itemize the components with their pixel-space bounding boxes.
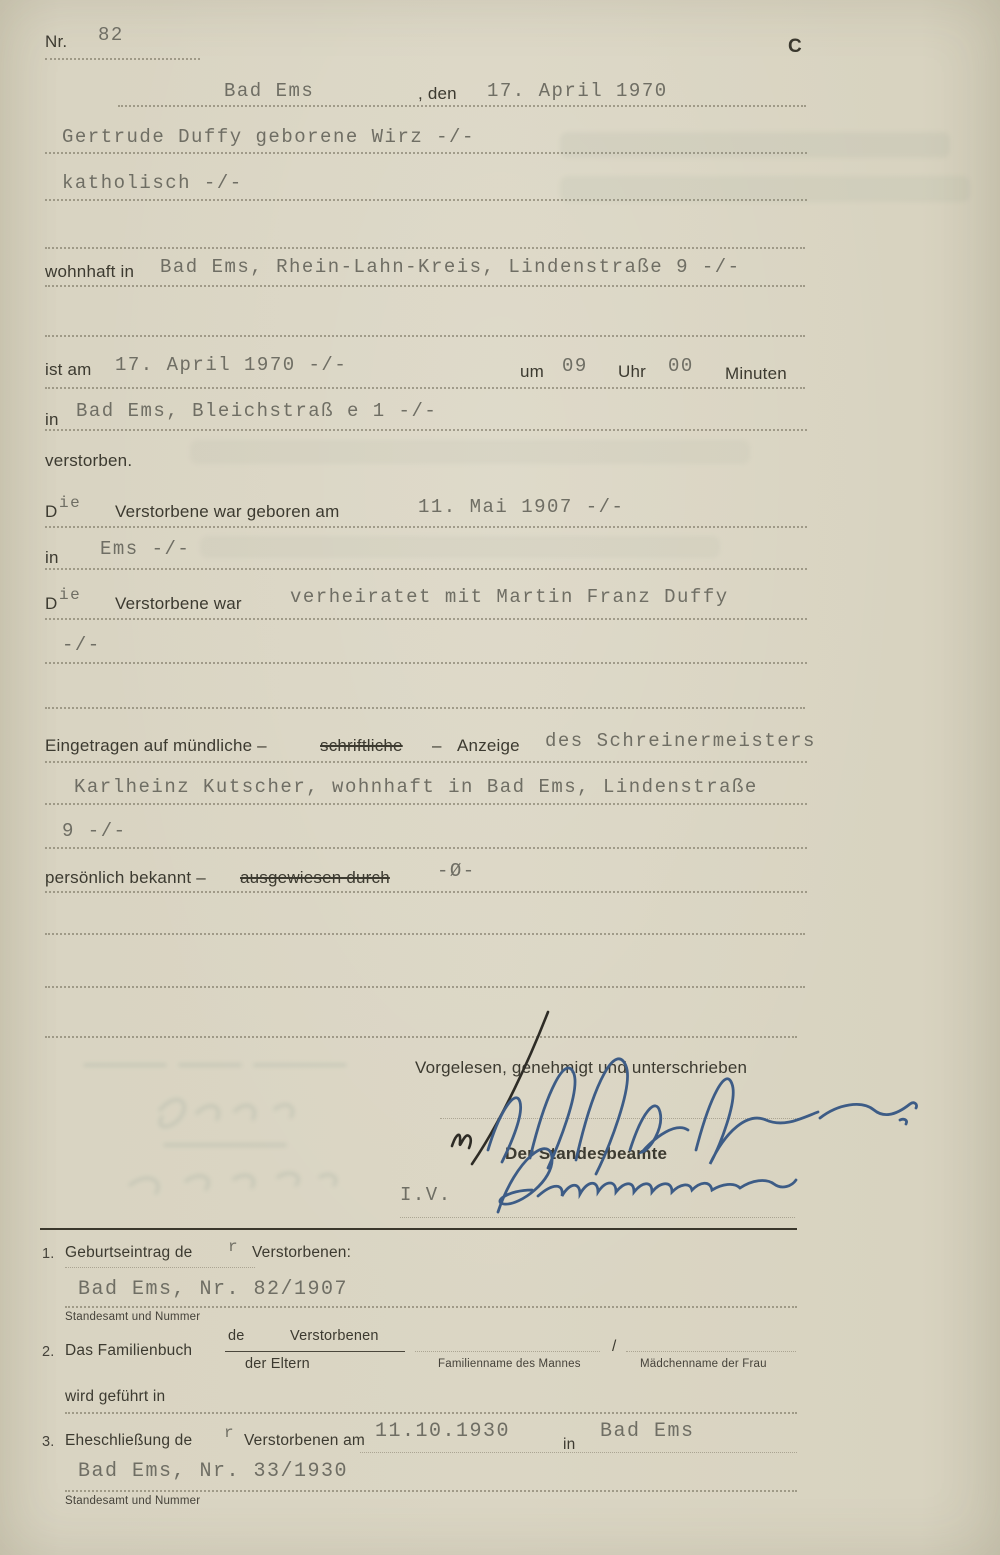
resident-label: wohnhaft in — [45, 262, 135, 281]
dotted-line — [45, 847, 807, 849]
uhr-label: Uhr — [618, 362, 646, 381]
item3-place-value: Bad Ems — [600, 1420, 695, 1443]
dotted-line — [45, 199, 807, 201]
dotted-line — [45, 662, 807, 664]
item3-value-3: Bad Ems, Nr. 33/1930 — [78, 1460, 349, 1483]
item2-frac-top-a: de — [228, 1328, 245, 1344]
item1-value: Bad Ems, Nr. 82/1907 — [78, 1278, 349, 1301]
died-in-label: in — [45, 410, 59, 429]
item2-col2-caption: Mädchenname der Frau — [640, 1358, 767, 1370]
resident-value: Bad Ems, Rhein-Lahn-Kreis, Lindenstraße 9 -/- — [160, 256, 741, 278]
um-label: um — [520, 362, 545, 381]
dotted-line — [65, 1412, 797, 1414]
item2-label-2: wird geführt in — [65, 1388, 166, 1405]
item2-slash: / — [612, 1338, 617, 1355]
born-article: D — [45, 502, 58, 521]
item1-sup: r — [228, 1238, 240, 1256]
registrar-title: Der Standesbeamte — [505, 1144, 668, 1163]
dotted-line — [626, 1351, 796, 1352]
dotted-line — [45, 803, 807, 805]
nr-value: 82 — [98, 24, 124, 46]
known-label: persönlich bekannt – — [45, 868, 206, 887]
dotted-line — [118, 105, 806, 107]
item2-frac-bottom: der Eltern — [245, 1356, 310, 1372]
bleed-through-smudge — [200, 536, 720, 558]
verstorben-label: verstorben. — [45, 451, 133, 470]
dotted-line — [45, 429, 807, 431]
dotted-line — [65, 1267, 255, 1268]
attestation-label: Vorgelesen, genehmigt und unterschrieben — [415, 1058, 748, 1077]
bleed-through-smudge — [560, 132, 950, 158]
registered-anzeige-label: Anzeige — [457, 736, 520, 755]
dotted-line — [65, 1490, 797, 1492]
item1-caption: Standesamt und Nummer — [65, 1311, 201, 1323]
died-on-value: 17. April 1970 -/- — [115, 354, 348, 376]
dotted-line — [45, 568, 807, 570]
dotted-line — [360, 1452, 797, 1453]
item3-label: Eheschließung de — [65, 1432, 193, 1449]
marital-value: verheiratet mit Martin Franz Duffy — [290, 586, 729, 608]
dotted-line — [45, 152, 807, 154]
dotted-line — [45, 761, 807, 763]
informant-value-2: Karlheinz Kutscher, wohnhaft in Bad Ems, Lindenstraße — [74, 776, 758, 798]
registered-label: Eingetragen auf mündliche – — [45, 736, 267, 755]
born-article-suffix: ie — [59, 494, 82, 512]
marital-article: D — [45, 594, 58, 613]
dotted-line — [45, 891, 807, 893]
informant-value-3: 9 -/- — [62, 820, 127, 842]
known-struck-words: ausgewiesen durch — [240, 868, 390, 887]
item1-label-2: Verstorbenen: — [252, 1244, 352, 1261]
marital-value-2: -/- — [62, 634, 101, 656]
died-in-value: Bad Ems, Bleichstraß e 1 -/- — [76, 400, 438, 422]
date-value: 17. April 1970 — [487, 80, 668, 102]
dotted-line — [45, 986, 805, 988]
born-in-label: in — [45, 548, 59, 567]
bleed-through-marks — [70, 1050, 400, 1220]
died-on-label: ist am — [45, 360, 92, 379]
informant-value-1: des Schreinermeisters — [545, 730, 816, 752]
born-value: 11. Mai 1907 -/- — [418, 496, 625, 518]
item2-number: 2. — [42, 1344, 55, 1360]
fraction-line — [225, 1351, 405, 1352]
item3-label-2: Verstorbenen am — [244, 1432, 366, 1449]
item3-in-label: in — [563, 1436, 576, 1453]
nr-label: Nr. — [45, 32, 68, 51]
signatures — [380, 1000, 925, 1230]
item1-number: 1. — [42, 1246, 55, 1262]
item2-label: Das Familienbuch — [65, 1342, 193, 1359]
item2-frac-top-b: Verstorbenen — [290, 1328, 379, 1344]
marital-article-suffix: ie — [59, 586, 82, 604]
known-value: -Ø- — [437, 860, 476, 882]
dotted-line — [45, 247, 805, 249]
iv-label: I.V. — [400, 1184, 452, 1206]
item1-label: Geburtseintrag de — [65, 1244, 193, 1261]
item3-date-value: 11.10.1930 — [375, 1420, 511, 1443]
religion-value: katholisch -/- — [62, 172, 243, 194]
hour-value: 09 — [562, 355, 588, 377]
dotted-line — [45, 285, 805, 287]
dotted-line — [45, 933, 805, 935]
born-label: Verstorbene war geboren am — [115, 502, 340, 521]
dotted-line — [415, 1351, 600, 1352]
place-value: Bad Ems — [224, 80, 315, 102]
den-label: , den — [418, 84, 457, 103]
registered-dash: – — [432, 736, 442, 755]
dotted-line — [45, 387, 805, 389]
marital-label: Verstorbene war — [115, 594, 242, 613]
registered-struck-word: schriftliche — [320, 736, 403, 755]
minuten-label: Minuten — [725, 364, 787, 383]
blue-signature-iv — [498, 1149, 796, 1212]
dotted-line — [45, 58, 200, 60]
born-in-value: Ems -/- — [100, 538, 191, 560]
dotted-line — [45, 707, 805, 709]
item3-number: 3. — [42, 1434, 55, 1450]
bleed-through-smudge — [190, 440, 750, 464]
dotted-line — [45, 335, 805, 337]
dotted-line — [45, 618, 807, 620]
corner-letter: C — [788, 36, 802, 57]
item3-caption: Standesamt und Nummer — [65, 1495, 201, 1507]
minute-value: 00 — [668, 355, 694, 377]
item2-col1-caption: Familienname des Mannes — [438, 1358, 581, 1370]
dotted-line — [45, 526, 807, 528]
dotted-line — [65, 1306, 797, 1308]
deceased-name: Gertrude Duffy geborene Wirz -/- — [62, 126, 475, 148]
section-divider — [40, 1228, 797, 1230]
item3-sup: r — [224, 1424, 236, 1442]
